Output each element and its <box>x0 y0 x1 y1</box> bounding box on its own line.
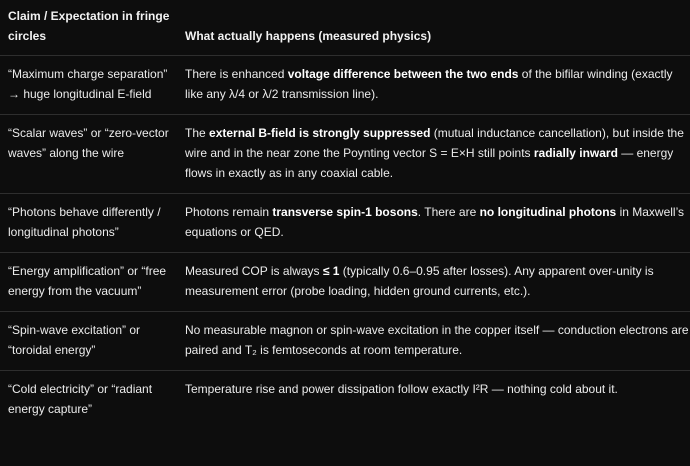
claim-cell: “Cold electricity” or “radiant energy capture” <box>8 382 153 416</box>
body-text: Photons remain <box>185 205 273 219</box>
body-text: No measurable magnon or spin-wave excitation in the copper itself — conduction electrons are paired and T₂ is femtoseconds at room temperature. <box>185 323 689 357</box>
physics-cell <box>185 312 690 371</box>
claim-cell: “Scalar waves” or “zero-vector waves” along the wire <box>8 126 169 160</box>
body-text: (mutual inductance cancellation), but inside the wire and in the near zone the Poynting vector S = E×H still points <box>185 126 684 160</box>
body-text: of the bifilar winding (exactly like any λ/4 or λ/2 transmission line). <box>185 67 673 101</box>
claim-cell: “Maximum charge separation” → huge longitudinal E-field <box>8 67 168 101</box>
body-text: Temperature rise and power dissipation follow exactly I²R — nothing cold about it. <box>185 382 618 396</box>
body-text: — energy flows in exactly as in any coaxial cable. <box>185 146 674 180</box>
body-text: (typically 0.6–0.95 after losses). Any apparent over-unity is measurement error (probe loading, hidden ground currents, etc.). <box>185 264 654 298</box>
physics-cell <box>185 115 690 194</box>
table-row <box>0 115 690 194</box>
body-text: Measured COP is always <box>185 264 323 278</box>
header-claim: Claim / Expectation in fringe circles <box>8 9 170 43</box>
table-row <box>0 253 690 312</box>
physics-cell <box>185 56 690 115</box>
table-row <box>0 371 690 430</box>
emphasis-text: ≤ 1 <box>322 264 340 278</box>
claim-cell: “Energy amplification” or “free energy from the vacuum” <box>8 264 167 298</box>
body-text: . There are <box>417 205 480 219</box>
header-row <box>0 0 690 56</box>
table-body <box>0 56 690 430</box>
physics-cell <box>185 253 690 312</box>
emphasis-text: no longitudinal photons <box>479 205 617 219</box>
physics-cell <box>185 371 690 430</box>
table-row <box>0 56 690 115</box>
emphasis-text: radially inward <box>533 146 618 160</box>
table-header <box>0 0 690 56</box>
claim-cell: “Spin-wave excitation” or “toroidal energy” <box>8 323 141 357</box>
emphasis-text: external B-field is strongly suppressed <box>209 126 431 140</box>
table-row <box>0 194 690 253</box>
body-text: in Maxwell’s equations or QED. <box>185 205 685 239</box>
emphasis-text: transverse spin-1 bosons <box>272 205 418 219</box>
body-text: The <box>185 126 210 140</box>
emphasis-text: voltage difference between the two ends <box>287 67 519 81</box>
table-row <box>0 312 690 371</box>
physics-cell <box>185 194 690 253</box>
body-text: There is enhanced <box>185 67 288 81</box>
claim-cell: “Photons behave differently / longitudinal photons” <box>8 205 161 239</box>
header-physics: What actually happens (measured physics) <box>185 29 432 43</box>
